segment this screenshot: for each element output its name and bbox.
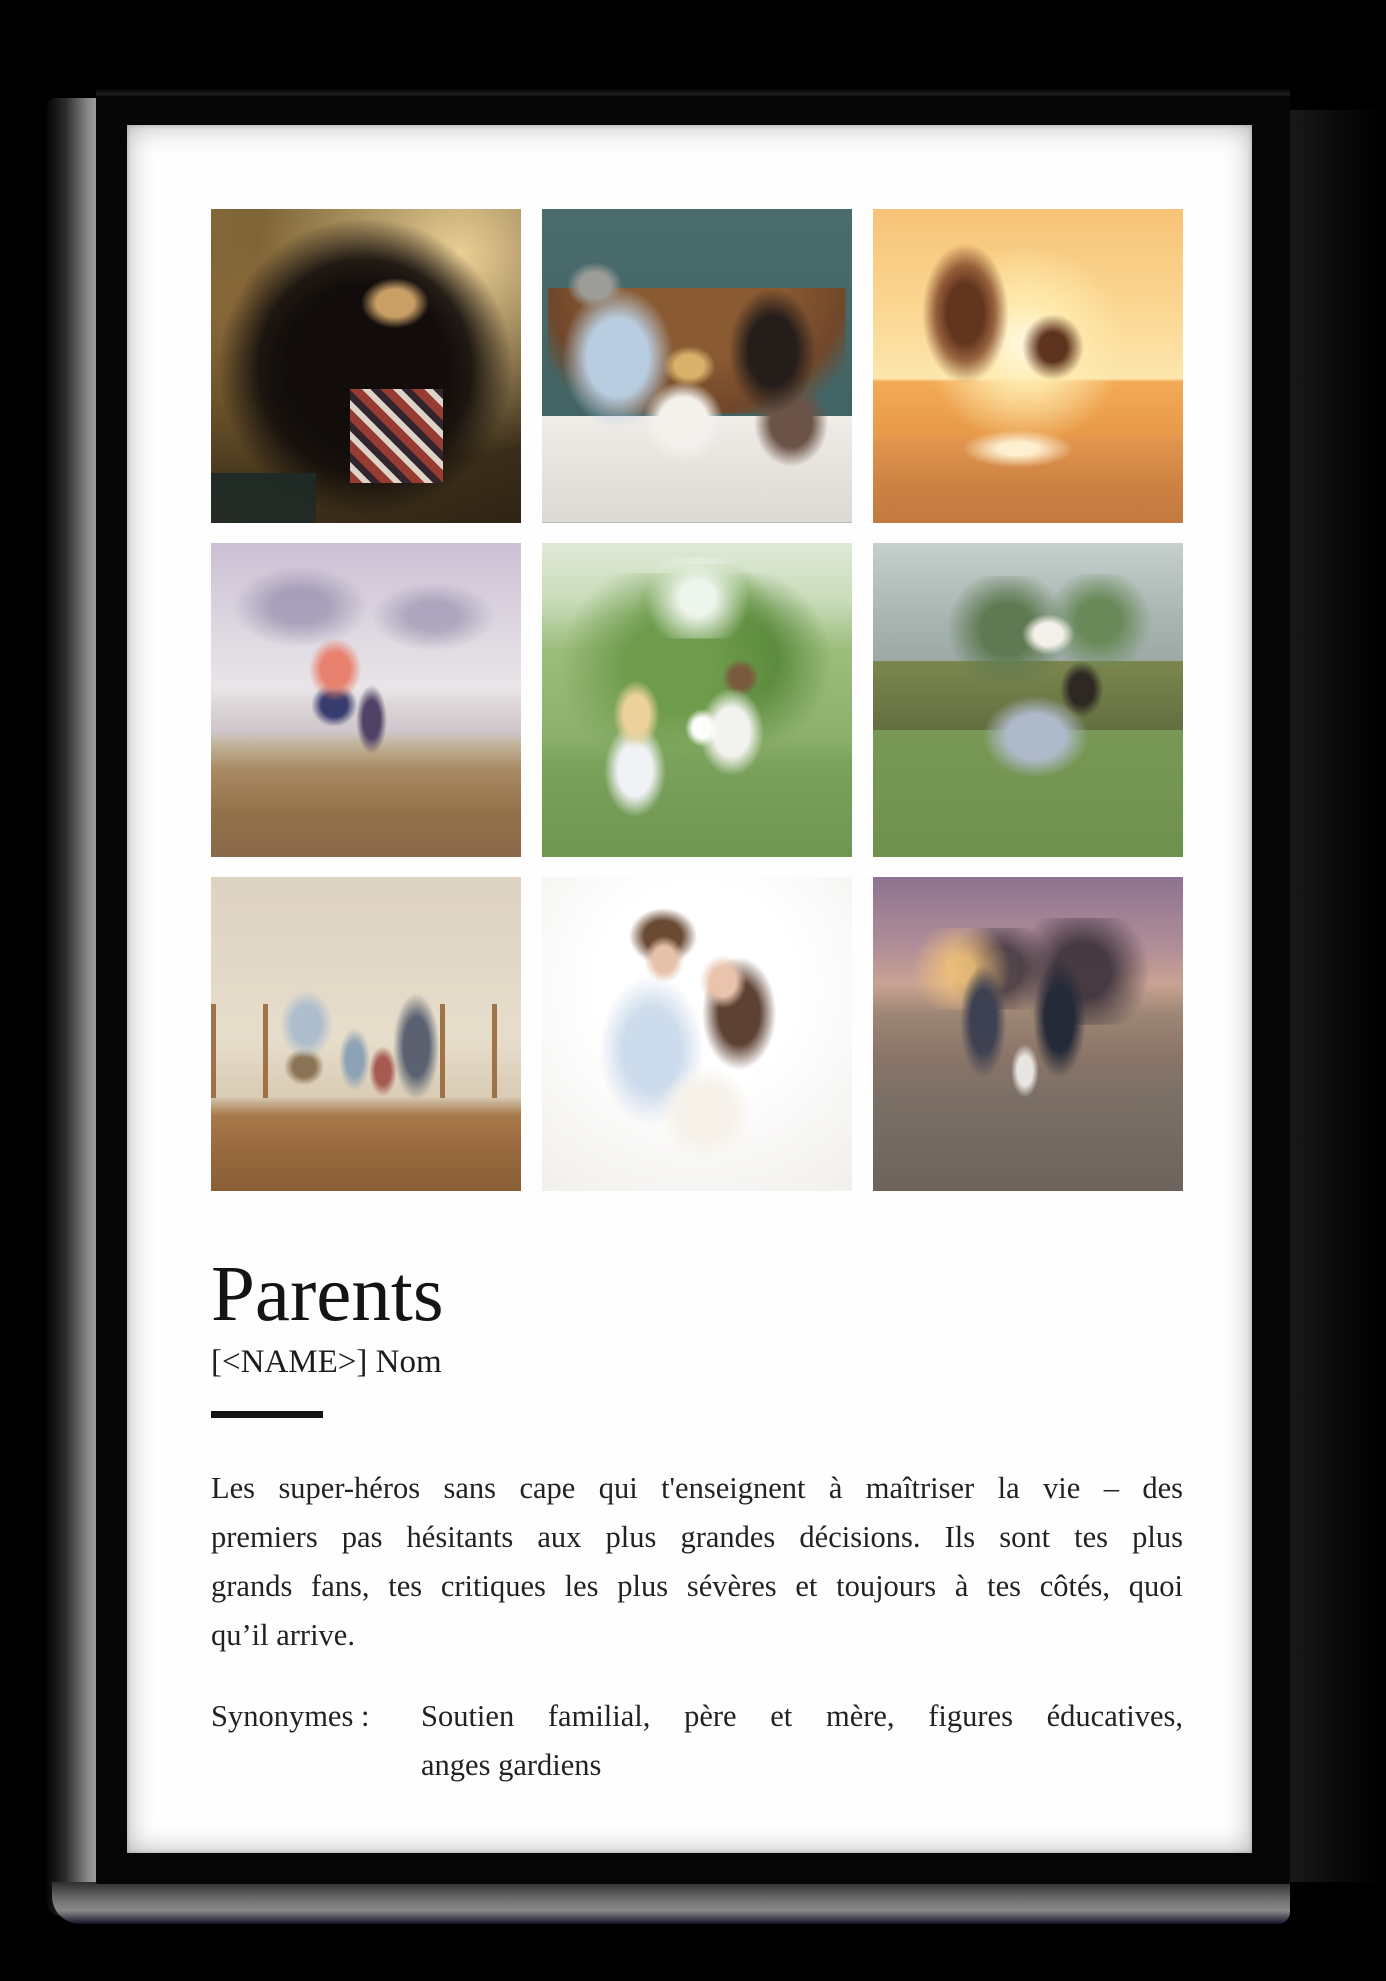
photo-park-family: [542, 543, 852, 857]
definition-body-line: qu’il arrive.: [211, 1617, 355, 1652]
photo-mother-child-hug: [211, 209, 521, 523]
synonyms-line: Soutien familial, père et mère, figures éducatives,: [421, 1698, 1183, 1733]
synonyms-line: anges gardiens: [421, 1747, 602, 1782]
definition-name-line: [<NAME>] Nom: [211, 1344, 442, 1380]
synonyms-label: Synonymes :: [211, 1698, 370, 1733]
photo-beach-sunset-silhouette: [873, 209, 1183, 523]
synonyms-text: [421, 1692, 1183, 1790]
frame-bottom-edge: [52, 1882, 1290, 1924]
poster-frame: [96, 96, 1290, 1884]
photo-dusk-field-walk: [873, 877, 1183, 1191]
photo-father-son-boardwalk: [211, 543, 521, 857]
photo-studio-family-portrait: [542, 877, 852, 1191]
definition-title: Parents: [211, 1251, 444, 1338]
poster-content: [127, 125, 1252, 1853]
frame-right-shadow: [1290, 110, 1382, 1882]
synonyms-block: [211, 1692, 1183, 1790]
photo-pier-family-walk: [211, 877, 521, 1191]
frame-left-edge: [46, 98, 98, 1916]
poster-mat: [127, 125, 1252, 1853]
photo-mother-lifting-baby: [873, 543, 1183, 857]
definition-body-line: grands fans, tes critiques les plus sévères et toujours à tes côtés, quoi: [211, 1568, 1183, 1603]
definition-body-line: Les super-héros sans cape qui t'enseignent à maîtriser la vie – des: [211, 1470, 1183, 1505]
title-divider: [211, 1411, 323, 1418]
definition-body-line: premiers pas hésitants aux plus grandes décisions. Ils sont tes plus: [211, 1519, 1183, 1554]
definition-body: [211, 1464, 1183, 1660]
photo-family-on-bed: [542, 209, 852, 523]
photo-grid: [211, 209, 1183, 1191]
